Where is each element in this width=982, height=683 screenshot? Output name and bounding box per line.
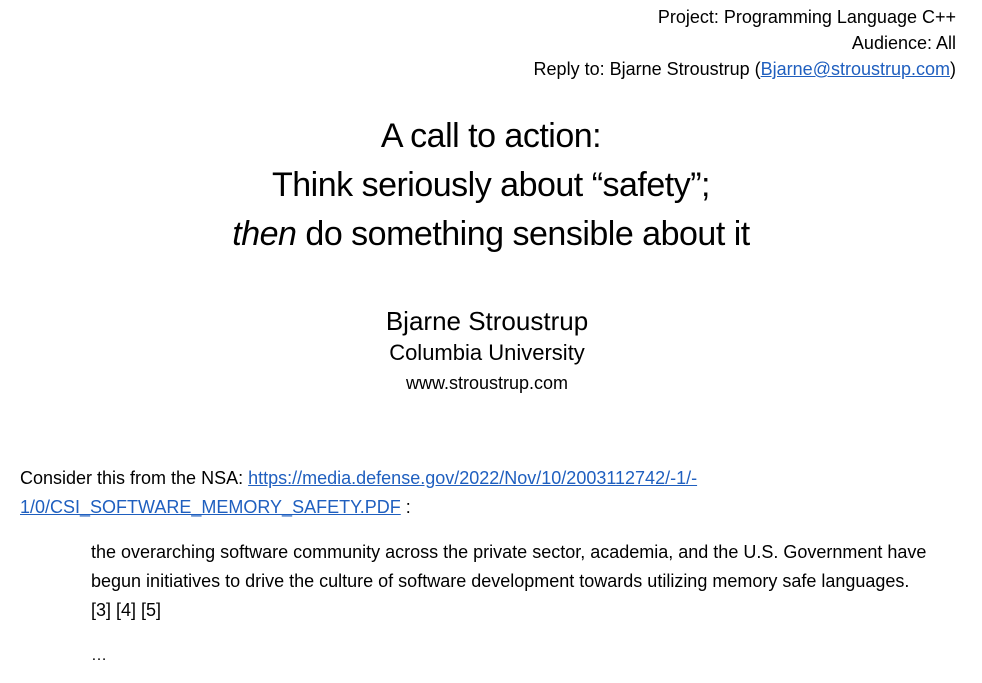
reply-suffix: ) xyxy=(950,59,956,79)
author-affiliation: Columbia University xyxy=(389,340,585,365)
title-line-3 xyxy=(0,210,982,259)
document-header xyxy=(534,4,956,82)
audience-line: Audience: All xyxy=(851,33,956,53)
nsa-link-line-2: 1/0/CSI_SOFTWARE_MEMORY_SAFETY.PDF xyxy=(20,497,401,517)
intro-text: Consider this from the NSA: xyxy=(20,468,249,488)
reply-line xyxy=(534,56,956,82)
author-block xyxy=(0,304,974,398)
project-line: Project: Programming Language C++ xyxy=(657,7,956,27)
author-website: www.stroustrup.com xyxy=(405,373,569,393)
document-title xyxy=(0,112,982,259)
ellipsis: … xyxy=(91,647,107,664)
author-name: Bjarne Stroustrup xyxy=(385,306,589,336)
reply-prefix: Reply to: Bjarne Stroustrup ( xyxy=(533,59,761,79)
title-emphasis: then xyxy=(232,215,297,253)
title-line-1: A call to action: xyxy=(380,117,602,155)
title-line-3-rest: do something sensible about it xyxy=(296,215,750,253)
title-line-2: Think seriously about “safety”; xyxy=(271,166,711,204)
intro-paragraph xyxy=(20,464,960,522)
intro-suffix: : xyxy=(400,497,411,517)
nsa-link-line-1: https://media.defense.gov/2022/Nov/10/2003112742/-1/- xyxy=(248,468,698,488)
nsa-quote: the overarching software community across the private sector, academia, and the U.S. Government have begun initiatives to drive the culture of software development towards utilizing memory safe languages. [3] [4] [5] xyxy=(91,542,927,620)
reply-email-link[interactable]: Bjarne@stroustrup.com xyxy=(760,59,950,79)
